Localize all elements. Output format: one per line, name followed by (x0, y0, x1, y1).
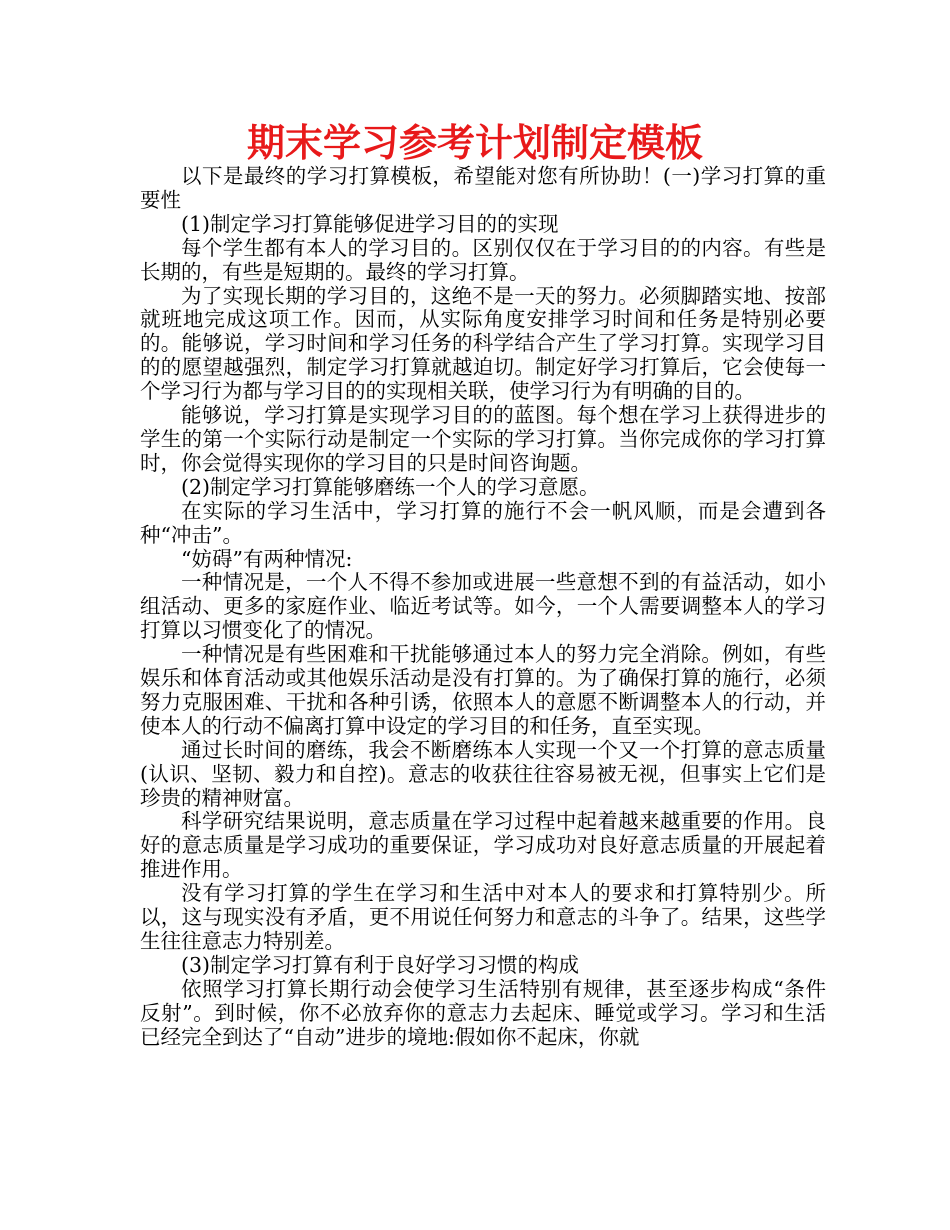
paragraph: 科学研究结果说明，意志质量在学习过程中起着越来越重要的作用。良好的意志质量是学习成功的重要保证，学习成功对良好意志质量的开展起着推进作用。 (140, 809, 826, 882)
paragraph: 没有学习打算的学生在学习和生活中对本人的要求和打算特别少。所以，这与现实没有矛盾，更不用说任何努力和意志的斗争了。结果，这些学生往往意志力特别差。 (140, 881, 826, 953)
document-title: 期末学习参考计划制定模板 (246, 121, 703, 165)
paragraph: 依照学习打算长期行动会使学习生活特别有规律，甚至逐步构成“条件反射”。到时候，你不必放弃你的意志力去起床、睡觉或学习。学习和生活已经完全到达了“自动”进步的境地:假如你不起床，你就 (140, 976, 826, 1049)
paragraph: 为了实现长期的学习目的，这绝不是一天的努力。必须脚踏实地、按部就班地完成这项工作。因而，从实际角度安排学习时间和任务是特别必要的。能够说，学习时间和学习任务的科学结合产生了学习打算。实现学习目的的愿望越强烈，制定学习打算就越迫切。制定好学习打算后，它会使每一个学习行为都与学习目的的实现相关联，使学习行为有明确的目的。 (140, 283, 826, 404)
paragraph: (2)制定学习打算能够磨练一个人的学习意愿。 (181, 474, 600, 499)
paragraph: 每个学生都有本人的学习目的。区别仅仅在于学习目的的内容。有些是长期的，有些是短期的。最终的学习打算。 (140, 235, 826, 284)
paragraph: (3)制定学习打算有利于良好学习习惯的构成 (181, 952, 580, 977)
paragraph: 在实际的学习生活中，学习打算的施行不会一帆风顺，而是会遭到各种“冲击”。 (140, 498, 826, 547)
paragraph: 一种情况是，一个人不得不参加或进展一些意想不到的有益活动，如小组活动、更多的家庭作业、临近考试等。如今，一个人需要调整本人的学习打算以习惯变化了的情况。 (140, 570, 826, 643)
paragraph: 通过长时间的磨练，我会不断磨练本人实现一个又一个打算的意志质量(认识、坚韧、毅力和自控)。意志的收获往往容易被无视，但事实上它们是珍贵的精神财富。 (140, 737, 826, 810)
paragraph: 一种情况是有些困难和干扰能够通过本人的努力完全消除。例如，有些娱乐和体育活动或其他娱乐活动是没有打算的。为了确保打算的施行，必须努力克服困难、干扰和各种引诱，依照本人的意愿不断调整本人的行动，并使本人的行动不偏离打算中设定的学习目的和任务，直至实现。 (140, 642, 826, 738)
paragraph: (1)制定学习打算能够促进学习目的的实现 (181, 211, 559, 236)
paragraph: “妨碍”有两种情况: (181, 546, 353, 571)
document-body (140, 165, 826, 1050)
paragraph: 能够说，学习打算是实现学习目的的蓝图。每个想在学习上获得进步的学生的第一个实际行动是制定一个实际的学习打算。当你完成你的学习打算时，你会觉得实现你的学习目的只是时间咨询题。 (140, 403, 826, 475)
paragraph: 以下是最终的学习打算模板，希望能对您有所协助！(一)学习打算的重要性 (140, 164, 826, 212)
